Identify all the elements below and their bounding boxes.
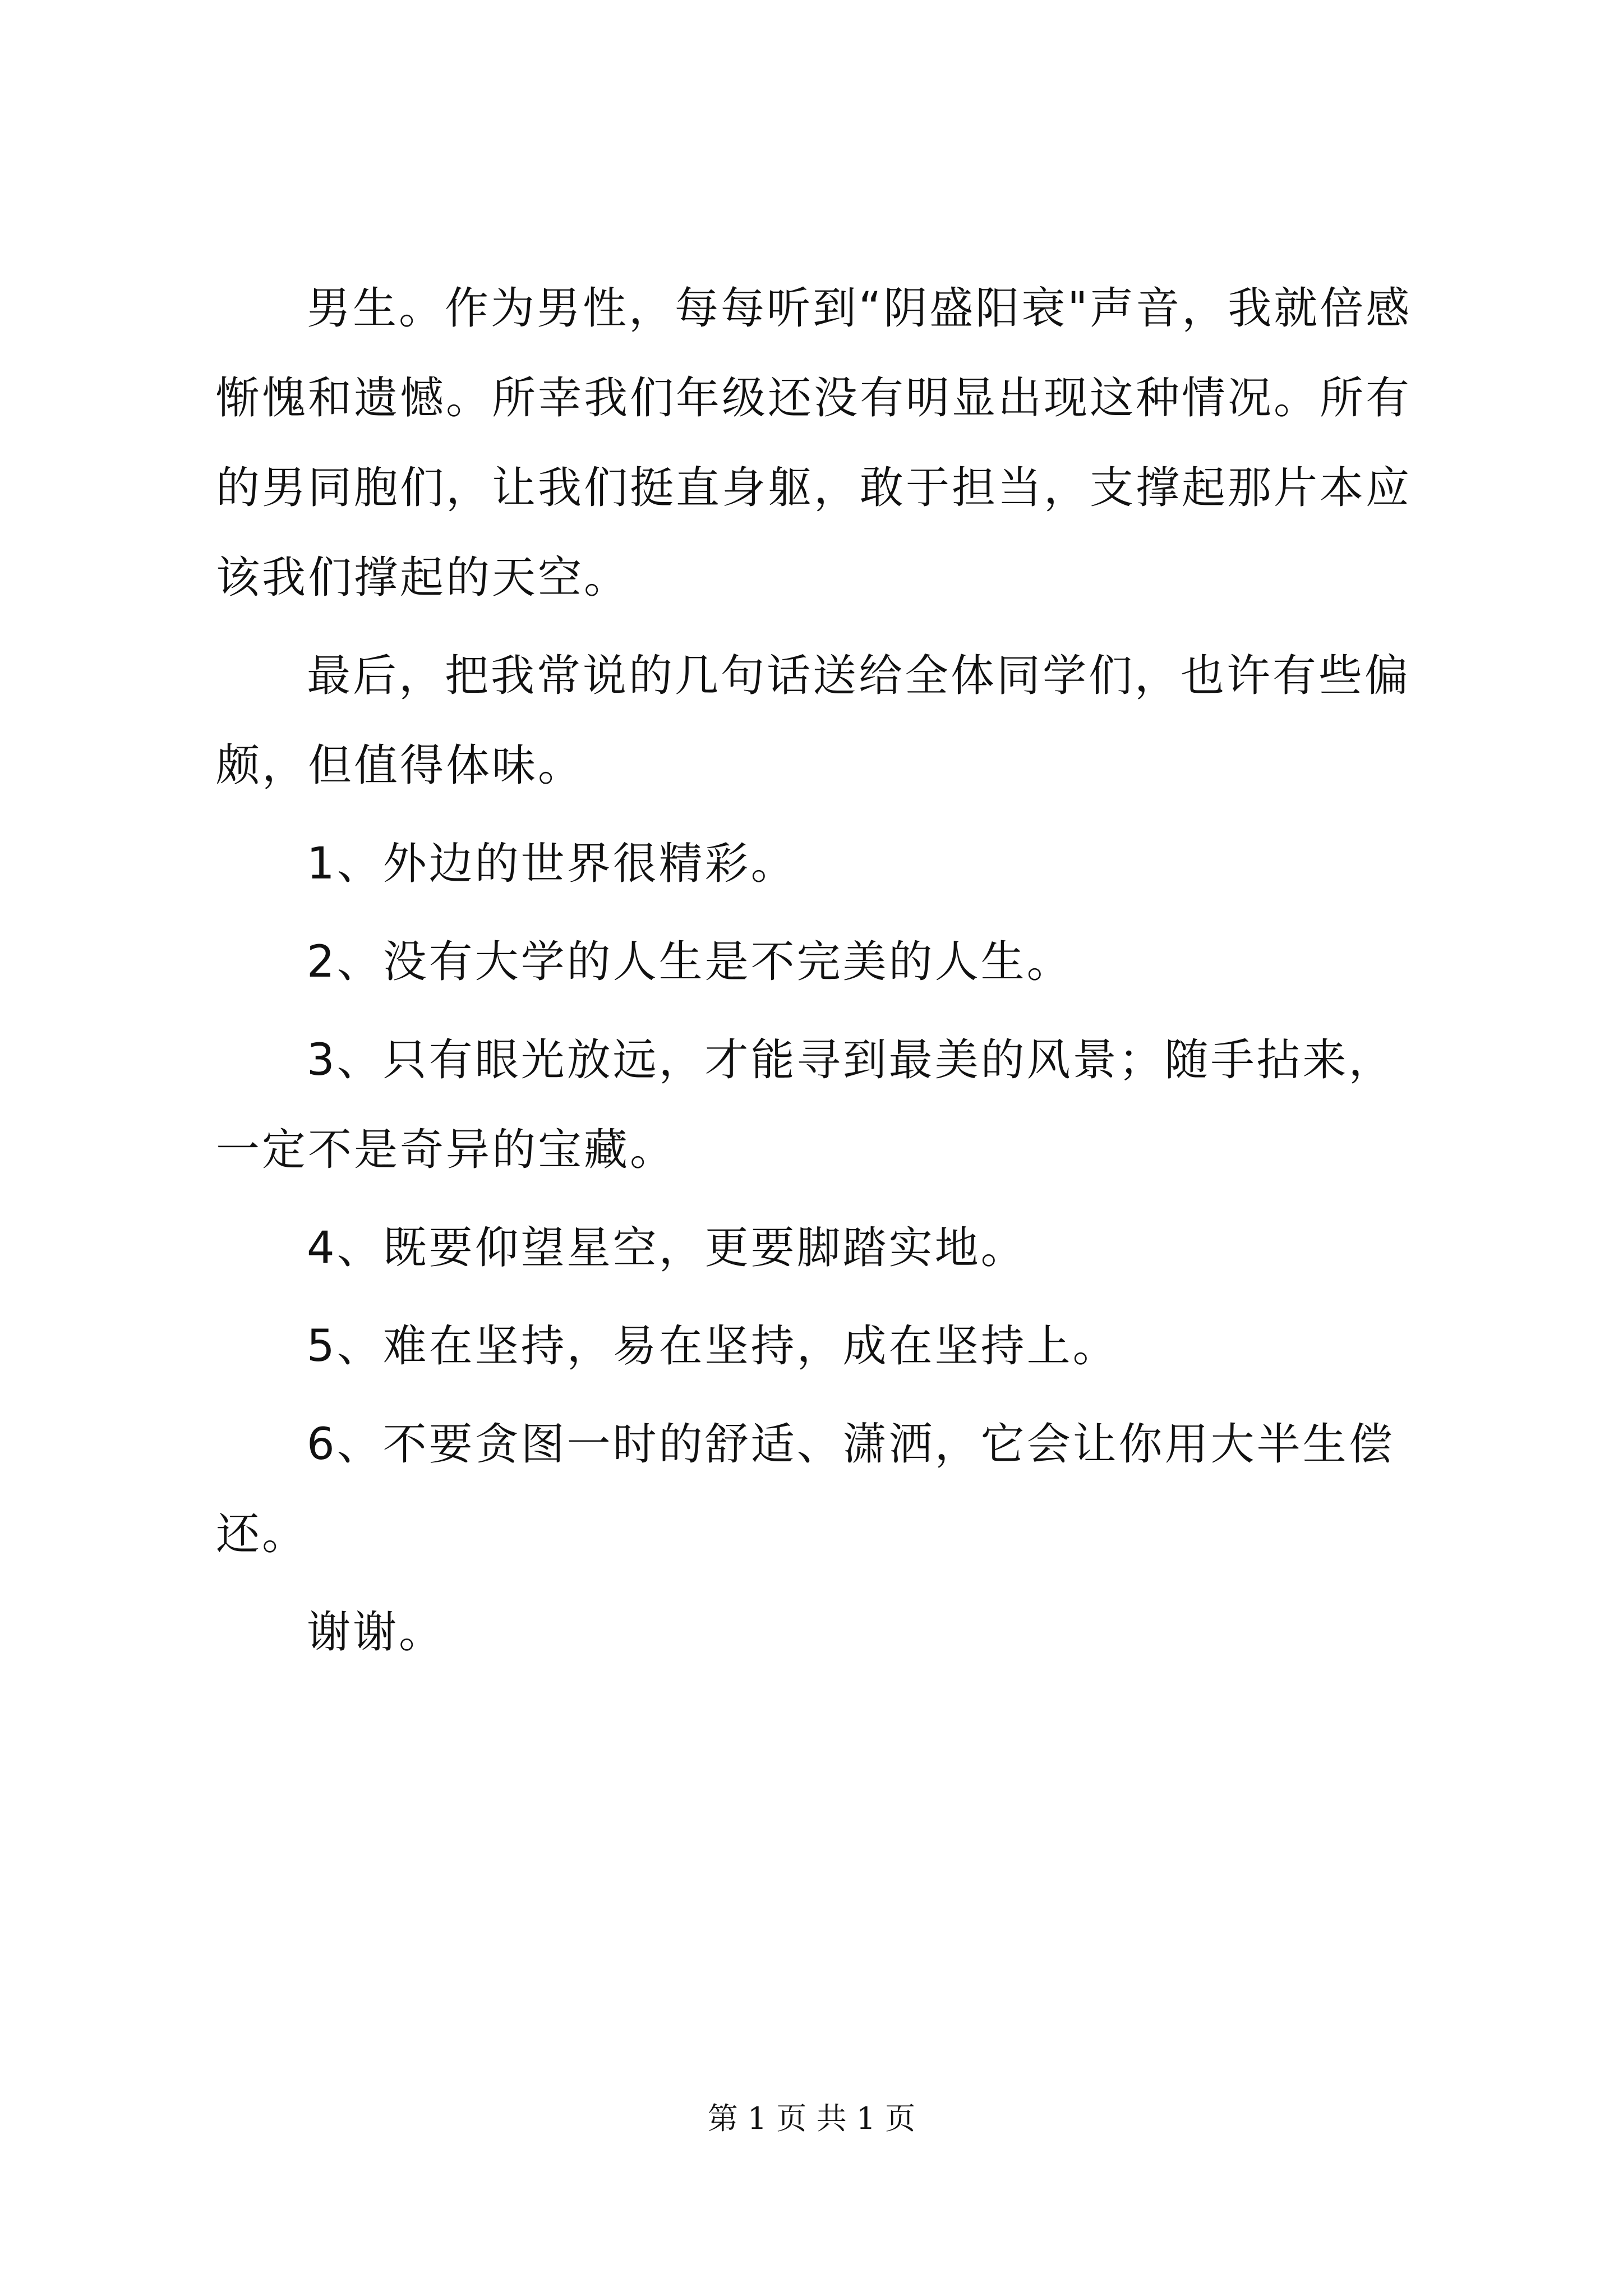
list-item-4: 4、既要仰望星空，更要脚踏实地。 bbox=[307, 1223, 1027, 1273]
paragraph-closing-intro: 最后，把我常说的几句话送给全体同学们，也许有些偏颇，但值得体味。 bbox=[216, 651, 1411, 791]
list-item-2: 2、没有大学的人生是不完美的人生。 bbox=[307, 937, 1073, 987]
list-item-5: 5、难在坚持，易在坚持，成在坚持上。 bbox=[307, 1321, 1119, 1372]
page-footer: 第 1 页 共 1 页 bbox=[707, 2101, 916, 2136]
list-item-1: 1、外边的世界很精彩。 bbox=[307, 839, 797, 889]
list-item-6: 6、不要贪图一时的舒适、潇洒，它会让你用大半生偿还。 bbox=[216, 1419, 1395, 1559]
document-body bbox=[216, 264, 1416, 1686]
paragraph-boys: 男生。作为男性，每每听到“阴盛阳衰"声音，我就倍感惭愧和遗憾。所幸我们年级还没有明显出现这种情况。所有的男同胞们，让我们挺直身躯，敢于担当，支撑起那片本应该我们撑起的天空。 bbox=[216, 283, 1412, 603]
list-item-3: 3、只有眼光放远，才能寻到最美的风景；随手拈来，一定不是奇异的宝藏。 bbox=[216, 1035, 1395, 1175]
paragraph-thanks: 谢谢。 bbox=[307, 1607, 445, 1658]
